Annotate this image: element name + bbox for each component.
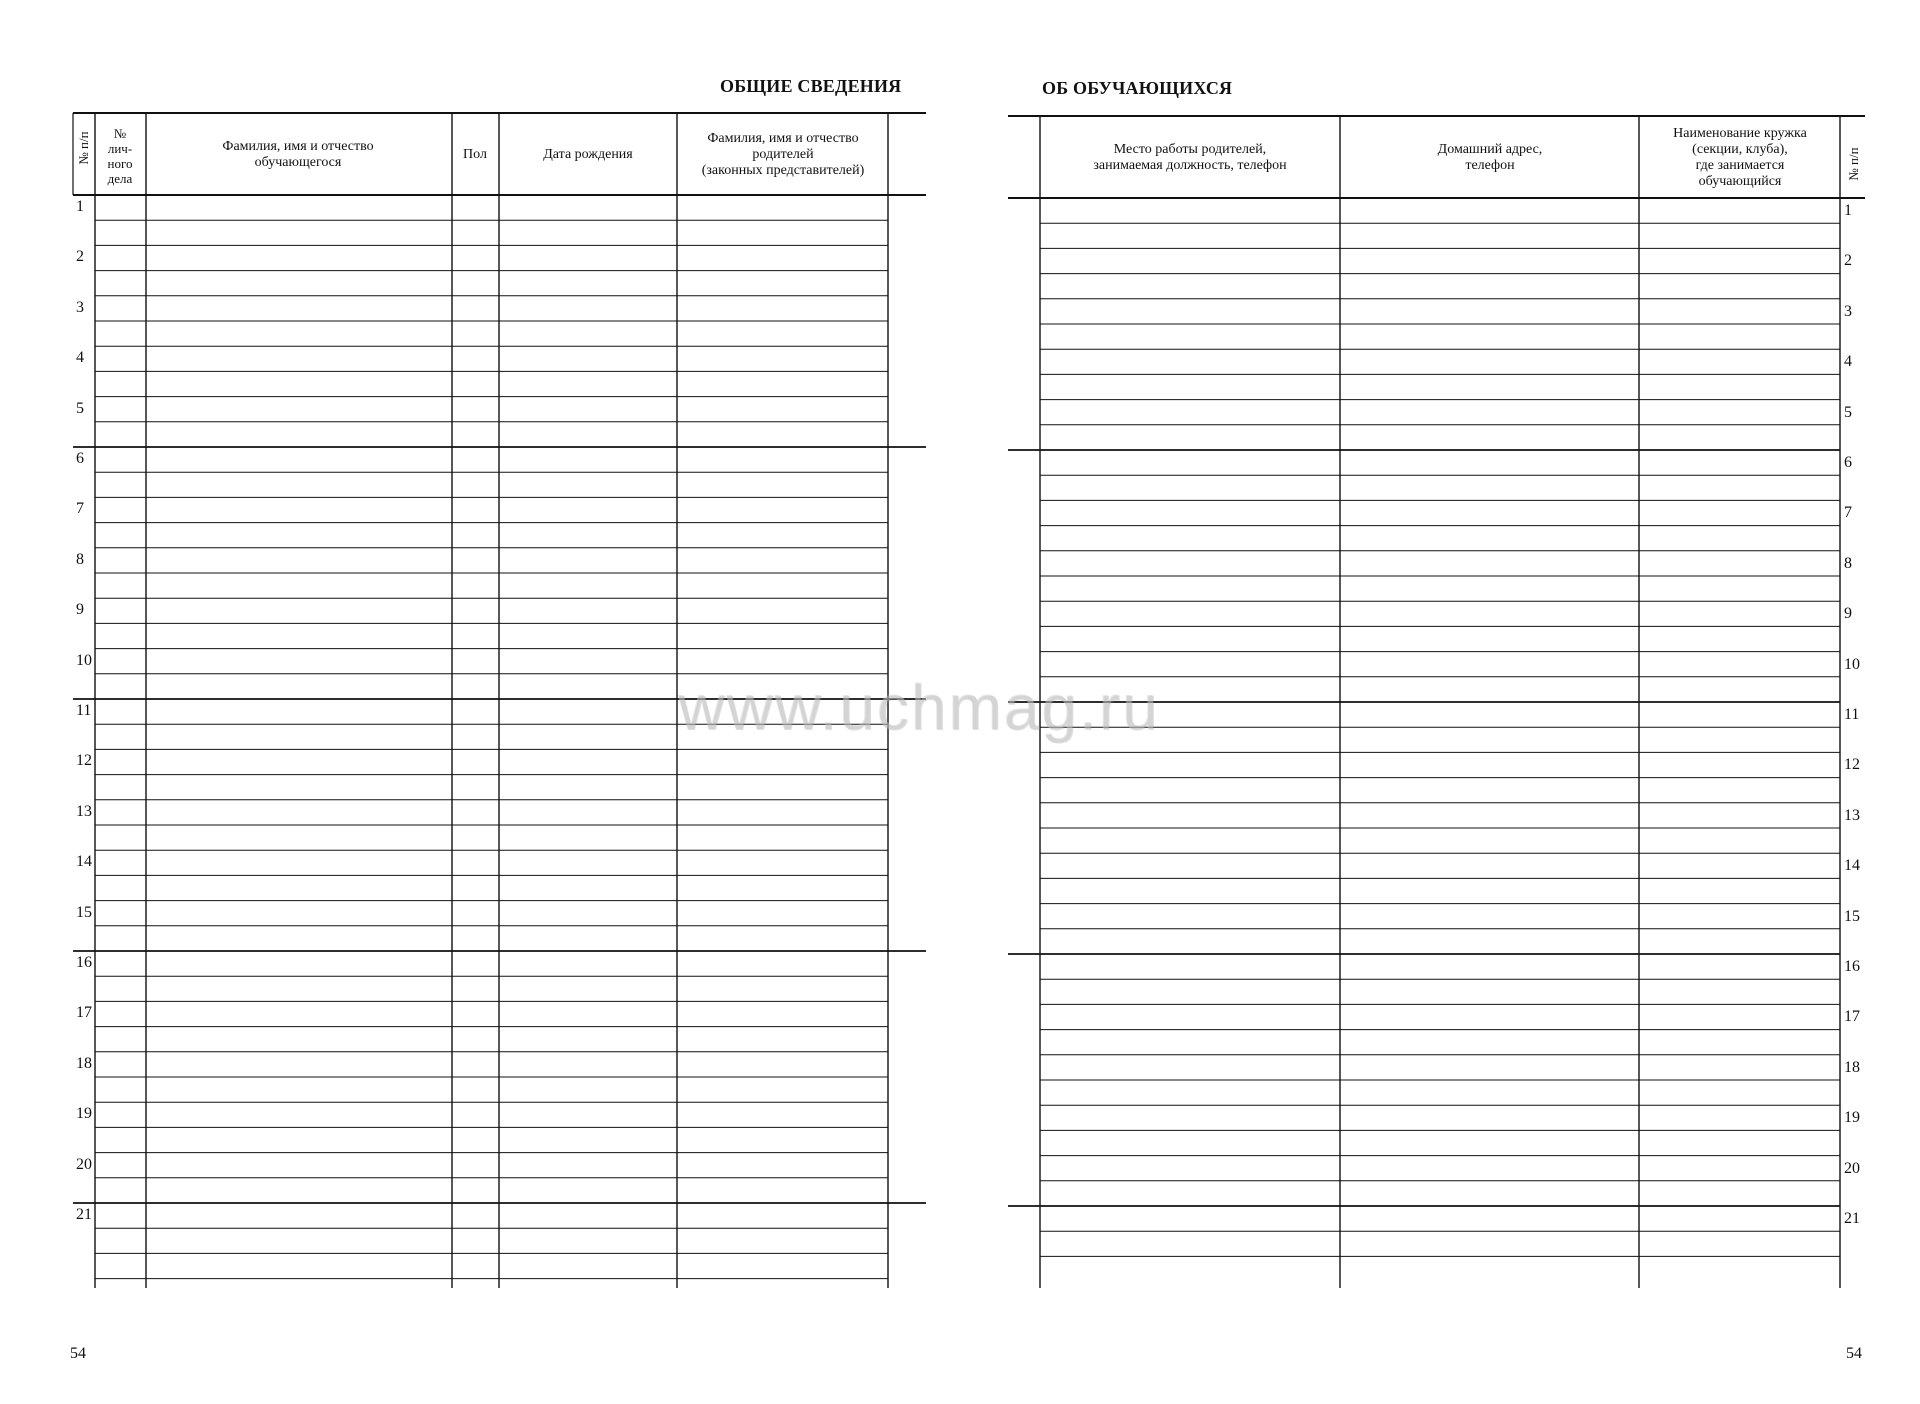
row-number-left: 13: [76, 802, 92, 820]
row-number-right: 5: [1844, 403, 1852, 421]
row-number-right: 7: [1844, 504, 1852, 522]
row-number-left: 18: [76, 1054, 92, 1072]
row-number-right: 3: [1844, 302, 1852, 320]
row-number-left: 19: [76, 1105, 92, 1123]
row-number-right: 21: [1844, 1210, 1860, 1227]
header-parents-name: Фамилия, имя и отчество родителей (законных представителей): [701, 131, 865, 178]
header-sex: Пол: [463, 147, 487, 162]
header-birth-date: Дата рождения: [543, 147, 633, 162]
row-number-right: 11: [1844, 706, 1860, 723]
row-number-right: 17: [1844, 1008, 1860, 1026]
row-number-right: 18: [1844, 1058, 1860, 1076]
row-number-left: 5: [76, 399, 84, 417]
left-page-title: ОБЩИЕ СВЕДЕНИЯ: [720, 76, 902, 96]
row-number-right: 13: [1844, 806, 1860, 824]
row-number-left: 4: [76, 349, 84, 367]
row-number-right: 20: [1844, 1159, 1860, 1177]
row-number-left: 3: [76, 298, 84, 316]
row-number-left: 6: [76, 450, 84, 467]
row-number-left: 15: [76, 903, 92, 921]
row-number-left: 9: [76, 601, 84, 619]
row-number-left: 2: [76, 248, 84, 266]
row-number-right: 1: [1844, 202, 1852, 219]
header-row-no-right: № п/п: [1846, 147, 1861, 181]
row-number-right: 15: [1844, 907, 1860, 925]
header-home-address: Домашний адрес, телефон: [1437, 142, 1543, 173]
row-number-right: 10: [1844, 655, 1860, 673]
header-row-no-left: № п/п: [76, 131, 91, 165]
row-number-left: 21: [76, 1206, 92, 1223]
row-number-left: 7: [76, 500, 84, 518]
header-club: Наименование кружка (секции, клуба), где занимается обучающийся: [1673, 126, 1807, 189]
row-number-left: 11: [76, 702, 92, 719]
row-number-right: 12: [1844, 756, 1860, 774]
row-number-left: 10: [76, 651, 92, 669]
header-case-no: № лич- ного дела: [107, 126, 133, 186]
row-number-left: 14: [76, 853, 92, 871]
row-number-right: 19: [1844, 1109, 1860, 1127]
header-parents-work: Место работы родителей, занимаемая должность, телефон: [1093, 142, 1287, 173]
header-student-name: Фамилия, имя и отчество обучающегося: [222, 139, 374, 170]
row-number-left: 16: [76, 954, 92, 971]
row-number-right: 9: [1844, 605, 1852, 623]
row-number-left: 8: [76, 550, 84, 568]
row-number-right: 4: [1844, 353, 1852, 371]
row-number-left: 12: [76, 752, 92, 770]
row-number-right: 2: [1844, 252, 1852, 270]
row-number-left: 17: [76, 1004, 92, 1022]
watermark: www.uchmag.ru: [678, 671, 1160, 743]
row-number-right: 16: [1844, 958, 1860, 975]
row-number-left: 1: [76, 198, 84, 215]
row-number-left: 20: [76, 1155, 92, 1173]
row-number-right: 8: [1844, 554, 1852, 572]
left-page-number: 54: [70, 1345, 86, 1362]
row-number-right: 6: [1844, 454, 1852, 471]
right-page-title: ОБ ОБУЧАЮЩИХСЯ: [1042, 78, 1233, 98]
row-number-right: 14: [1844, 857, 1860, 875]
right-page-number: 54: [1846, 1345, 1862, 1362]
